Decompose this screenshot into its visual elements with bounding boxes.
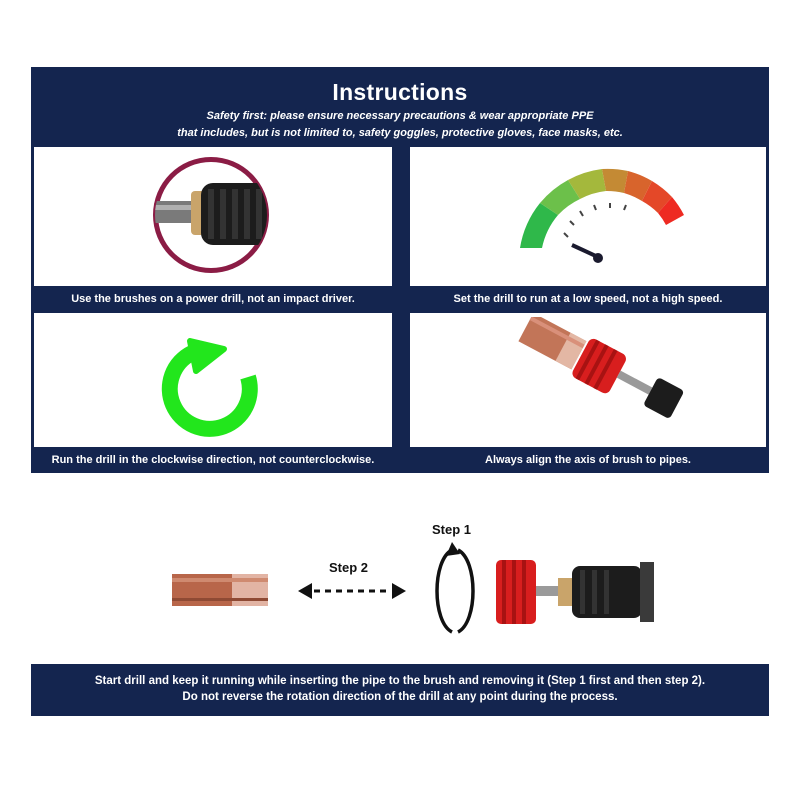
copper-pipe-image — [172, 574, 268, 606]
panel-caption-power-drill: Use the brushes on a power drill, not an impact driver. — [71, 293, 355, 305]
brush-on-drill-image — [494, 552, 654, 632]
brush-pipe-alignment-icon — [498, 317, 688, 447]
drill-chuck-icon — [146, 153, 276, 283]
panel-align-axis — [410, 313, 766, 447]
footer-line-1: Start drill and keep it running while inserting the pipe to the brush and removing it (Step 1 first and then step 2). — [94, 675, 706, 687]
panel-caption-clockwise: Run the drill in the clockwise direction, not counterclockwise. — [51, 454, 375, 466]
speed-gauge-icon — [506, 153, 686, 283]
safety-note-line-2: that includes, but is not limited to, safety goggles, protective gloves, face masks, etc. — [177, 127, 623, 139]
step-2-label: Step 2 — [329, 560, 369, 575]
safety-note-line-1: Safety first: please ensure necessary precautions & wear appropriate PPE — [206, 110, 594, 122]
panel-low-speed — [410, 147, 766, 286]
instructions-header — [31, 67, 769, 145]
footer-line-2: Do not reverse the rotation direction of the drill at any point during the process. — [182, 691, 618, 703]
process-instructions-footer — [31, 664, 769, 716]
clockwise-arrow-icon — [160, 327, 270, 437]
panel-caption-align-axis: Always align the axis of brush to pipes. — [485, 454, 691, 466]
panel-power-drill — [34, 147, 392, 286]
page-title: Instructions — [332, 79, 468, 105]
double-arrow-icon — [296, 581, 408, 601]
panel-clockwise — [34, 313, 392, 447]
rotation-arrow-icon — [430, 540, 480, 640]
panel-caption-low-speed: Set the drill to run at a low speed, not a high speed. — [453, 293, 723, 305]
step-1-label: Step 1 — [432, 522, 472, 537]
